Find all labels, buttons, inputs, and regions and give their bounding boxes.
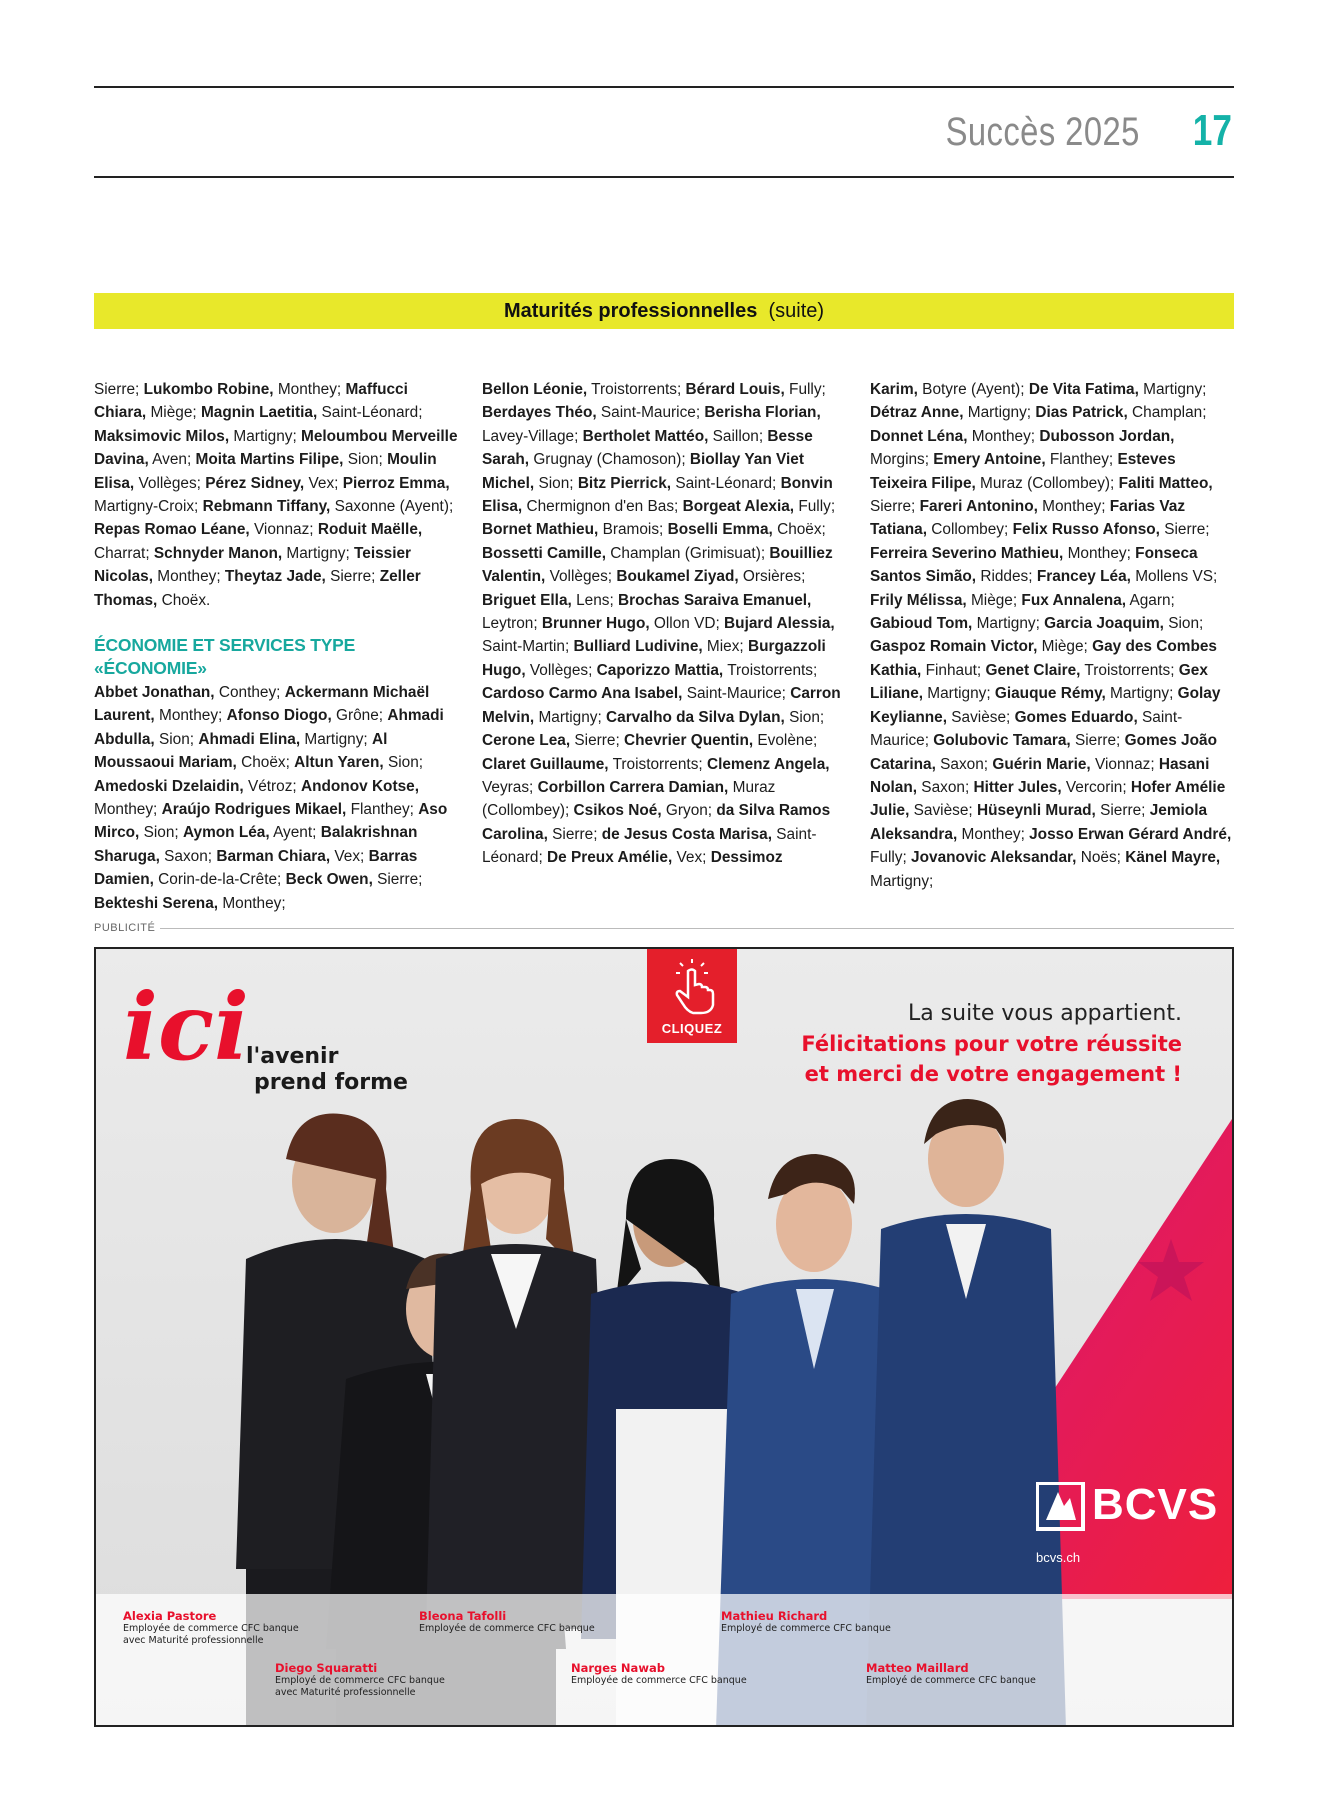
- graduate-name: Emery Antoine,: [933, 451, 1046, 469]
- graduate-locality: Champlan;: [1127, 404, 1207, 422]
- graduate-locality: Martigny;: [923, 685, 995, 703]
- graduate-name: Maffucci Chiara,: [94, 381, 408, 422]
- graduate-locality: Martigny;: [534, 708, 607, 726]
- graduate-locality: Monthey;: [1037, 498, 1110, 516]
- caption-bleona: [419, 1609, 595, 1635]
- graduate-name: Balakrishnan Sharuga,: [94, 824, 418, 865]
- graduate-name: Al Moussaoui Mariam,: [94, 730, 388, 772]
- graduate-locality: Martigny-Croix;: [94, 498, 203, 516]
- graduate-locality: Sierre;: [372, 871, 423, 889]
- graduate-locality: Sion;: [139, 824, 183, 842]
- graduate-locality: Savièse;: [946, 708, 1015, 726]
- graduate-name: Karim,: [870, 381, 918, 398]
- ad-tagline: [246, 1044, 408, 1096]
- graduate-name: Aymon Léa,: [182, 824, 270, 842]
- names-list: [94, 378, 459, 612]
- graduate-locality: Sion;: [1163, 615, 1204, 633]
- caption-name: Mathieu Richard: [721, 1609, 828, 1623]
- click-button[interactable]: [647, 949, 737, 1043]
- caption-role: Employée de commerce CFC banque: [571, 1675, 747, 1686]
- graduate-locality: Sion;: [343, 451, 388, 469]
- caption-mathieu: [721, 1609, 891, 1635]
- graduate-locality: Saint-Maurice;: [870, 708, 1183, 750]
- graduate-name: Cardoso Carmo Ana Isabel,: [482, 685, 683, 703]
- graduate-locality: Champlan (Grimisuat);: [606, 544, 770, 562]
- names-list: [482, 378, 847, 870]
- bcvs-logo[interactable]: [1036, 1480, 1219, 1565]
- graduate-name: Bellon Léonie,: [482, 381, 588, 398]
- graduate-locality: Miège;: [966, 591, 1022, 609]
- graduate-name: Esteves Teixeira Filipe,: [870, 451, 1176, 492]
- graduate-name: de Jesus Costa Marisa,: [601, 825, 772, 843]
- graduate-name: Zeller Thomas,: [94, 568, 421, 609]
- graduate-name: Barras Damien,: [94, 847, 418, 889]
- graduate-locality: Monthey;: [154, 707, 227, 725]
- graduate-locality: Troistorrents;: [608, 755, 707, 773]
- graduate-name: Araújo Rodrigues Mikael,: [161, 800, 347, 818]
- graduate-locality: Sierre;: [1070, 732, 1125, 750]
- bcvs-advertisement[interactable]: [94, 947, 1234, 1727]
- graduate-locality: Sierre;: [870, 498, 920, 516]
- graduate-locality: Sierre;: [1159, 521, 1210, 539]
- graduate-name: Dubosson Jordan,: [1039, 427, 1175, 445]
- graduate-locality: Sion;: [154, 730, 199, 748]
- graduate-name: Pérez Sidney,: [205, 474, 305, 492]
- caption-role: Employée de commerce CFC banque: [123, 1623, 299, 1634]
- graduate-name: Genet Claire,: [985, 661, 1081, 679]
- graduate-name: Bouilliez Valentin,: [482, 544, 833, 586]
- graduate-locality: Sierre;: [94, 381, 144, 398]
- graduate-locality: Vétroz;: [243, 777, 301, 795]
- graduate-name: Fonseca Santos Simão,: [870, 544, 1198, 586]
- graduate-name: Biollay Yan Viet Michel,: [482, 451, 804, 492]
- graduate-name: Teissier Nicolas,: [94, 544, 412, 586]
- caption-narges: [571, 1661, 747, 1687]
- caption-matteo: [866, 1661, 1036, 1687]
- graduate-locality: Monthey;: [94, 800, 162, 818]
- headline-line-3: et merci de votre engagement !: [804, 1062, 1182, 1086]
- graduate-locality: Vollèges;: [525, 661, 597, 679]
- graduate-name: Bujard Alessia,: [724, 615, 835, 633]
- graduate-name: Csikos Noé,: [573, 802, 662, 820]
- graduate-locality: Sion;: [784, 708, 825, 726]
- graduate-name: Caporizzo Mattia,: [596, 661, 724, 679]
- headline-line-2: Félicitations pour votre réussite: [801, 1032, 1182, 1056]
- graduate-name: Besse Sarah,: [482, 427, 813, 469]
- tagline-line-1: l'avenir: [246, 1044, 339, 1069]
- graduate-name: Claret Guillaume,: [482, 755, 609, 773]
- graduate-name: Abbet Jonathan,: [94, 683, 215, 701]
- graduate-name: Farias Vaz Tatiana,: [870, 498, 1186, 539]
- graduate-name: Ahmadi Abdulla,: [94, 707, 444, 748]
- graduate-locality: Miex;: [702, 638, 748, 656]
- graduate-name: Clemenz Angela,: [706, 755, 830, 773]
- graduate-name: Repas Romao Léane,: [94, 521, 250, 539]
- graduate-name: Bekteshi Serena,: [94, 894, 219, 912]
- bcvs-emblem-icon: [1036, 1482, 1086, 1532]
- graduate-name: Amedoski Dzelaidin,: [94, 777, 244, 795]
- graduate-locality: Monthey;: [957, 825, 1030, 843]
- graduate-name: Gabioud Tom,: [870, 615, 973, 633]
- graduate-locality: Collombey;: [927, 521, 1013, 539]
- graduate-name: Roduit Maëlle,: [317, 521, 423, 539]
- graduate-locality: Choëx;: [236, 754, 295, 772]
- graduate-locality: Vionnaz;: [1090, 755, 1159, 773]
- graduate-locality: Sierre;: [547, 825, 602, 843]
- graduate-name: Briguet Ella,: [482, 591, 572, 609]
- graduate-locality: Monthey;: [967, 427, 1040, 445]
- graduate-name: Gomes João Catarina,: [870, 732, 1217, 773]
- graduate-locality: Troistorrents;: [587, 381, 686, 398]
- graduate-locality: Gryon;: [661, 802, 717, 820]
- graduate-locality: Botyre (Ayent);: [917, 381, 1029, 398]
- graduate-name: Hüseynli Murad,: [976, 802, 1096, 820]
- graduate-name: Ferreira Severino Mathieu,: [870, 544, 1064, 562]
- graduate-name: Bérard Louis,: [685, 381, 785, 398]
- graduate-name: Magnin Laetitia,: [200, 404, 318, 422]
- graduate-locality: Saillon;: [708, 427, 768, 445]
- names-list: [870, 378, 1235, 893]
- graduate-locality: Evolène;: [753, 732, 818, 750]
- graduate-locality: Martigny;: [963, 404, 1036, 422]
- graduate-name: Jovanovic Aleksandar,: [911, 849, 1077, 867]
- graduate-name: Bertholet Mattéo,: [582, 427, 709, 445]
- graduate-name: Afonso Diogo,: [226, 707, 332, 725]
- graduate-name: Altun Yaren,: [294, 754, 384, 772]
- caption-name: Matteo Maillard: [866, 1661, 969, 1675]
- graduate-locality: Saxonne (Ayent);: [330, 498, 454, 516]
- graduate-locality: Monthey;: [218, 894, 286, 912]
- graduate-name: Brochas Saraiva Emanuel,: [618, 591, 812, 609]
- graduate-locality: Troistorrents;: [1080, 661, 1179, 679]
- graduate-name: Borgeat Alexia,: [682, 498, 795, 516]
- graduate-name: Bossetti Camille,: [482, 544, 607, 562]
- banner-suffix: (suite): [768, 300, 825, 322]
- graduate-locality: Leytron;: [482, 615, 542, 633]
- graduate-locality: Miège;: [146, 404, 201, 422]
- ici-logo: [118, 969, 248, 1084]
- graduate-locality: Vollèges;: [545, 568, 617, 586]
- caption-name: Diego Squaratti: [275, 1661, 378, 1675]
- bank-url[interactable]: bcvs.ch: [1036, 1550, 1081, 1565]
- caption-name: Bleona Tafolli: [419, 1609, 507, 1623]
- graduate-locality: Vionnaz;: [249, 521, 318, 539]
- banner-title: Maturités professionnelles: [503, 300, 758, 322]
- graduate-locality: Choëx.: [157, 591, 211, 609]
- graduate-locality: Saxon;: [935, 755, 993, 773]
- graduate-locality: Conthey;: [214, 683, 285, 701]
- graduate-locality: Chermignon d'en Bas;: [522, 498, 683, 516]
- graduate-locality: Monthey;: [273, 381, 346, 398]
- graduate-locality: Orsières;: [738, 568, 806, 586]
- graduate-locality: Martigny;: [282, 544, 354, 562]
- graduate-name: Francey Léa,: [1036, 568, 1131, 586]
- graduate-name: Jemiola Aleksandra,: [870, 802, 1208, 843]
- graduate-locality: Choëx;: [772, 521, 826, 539]
- graduate-locality: Corin-de-la-Crête;: [153, 871, 286, 889]
- graduate-name: Aso Mirco,: [94, 800, 448, 842]
- ad-headline: [801, 999, 1182, 1089]
- graduate-locality: Vex;: [672, 849, 711, 867]
- graduate-name: Boselli Emma,: [667, 521, 773, 539]
- graduate-locality: Bramois;: [598, 521, 668, 539]
- graduate-name: Bornet Mathieu,: [482, 521, 599, 539]
- graduate-name: Berisha Florian,: [704, 404, 821, 422]
- graduate-name: Meloumbou Merveille Davina,: [94, 427, 458, 469]
- graduate-locality: Vollèges;: [134, 474, 206, 492]
- advertisement-rule: [160, 928, 1234, 929]
- graduate-name: Dias Patrick,: [1035, 404, 1128, 422]
- graduate-name: Dessimoz: [710, 849, 783, 867]
- caption-role-extra: avec Maturité professionnelle: [123, 1635, 264, 1646]
- graduate-name: Boukamel Ziyad,: [616, 568, 739, 586]
- graduate-locality: Vex;: [330, 847, 369, 865]
- graduate-locality: Vercorin;: [1061, 778, 1131, 796]
- names-list: [94, 681, 459, 915]
- graduate-locality: Ollon VD;: [649, 615, 725, 633]
- graduate-name: Ahmadi Elina,: [198, 730, 301, 748]
- graduate-locality: Martigny;: [1138, 381, 1207, 398]
- graduate-locality: Muraz (Collombey);: [975, 474, 1119, 492]
- graduate-locality: Saint-Léonard;: [671, 474, 781, 492]
- graduate-name: Maksimovic Milos,: [94, 427, 230, 445]
- graduate-name: Chevrier Quentin,: [624, 732, 754, 750]
- graduate-name: Brunner Hugo,: [541, 615, 650, 633]
- graduate-name: Ackermann Michaël Laurent,: [94, 683, 430, 725]
- graduate-locality: Saint-Martin;: [482, 638, 574, 656]
- graduate-name: Bitz Pierrick,: [577, 474, 672, 492]
- graduate-locality: Finhaut;: [921, 661, 986, 679]
- graduate-name: Giauque Rémy,: [994, 685, 1106, 703]
- graduate-locality: Flanthey;: [1045, 451, 1118, 469]
- graduate-locality: Veyras;: [482, 778, 538, 796]
- graduate-locality: Saint-Maurice;: [682, 685, 791, 703]
- graduate-locality: Muraz (Collombey);: [482, 778, 776, 820]
- graduate-name: Barman Chiara,: [216, 847, 331, 865]
- graduate-name: Fareri Antonino,: [919, 498, 1038, 516]
- graduate-locality: Flanthey;: [346, 800, 419, 818]
- graduate-name: Moita Martins Filipe,: [195, 451, 344, 469]
- graduate-name: Theytaz Jade,: [224, 568, 326, 586]
- category-banner: [94, 293, 1234, 329]
- graduate-locality: Martigny;: [300, 730, 372, 748]
- section-heading: ÉCONOMIE ET SERVICES TYPE «ÉCONOMIE»: [94, 635, 356, 679]
- column-2: [482, 378, 847, 870]
- graduate-locality: Miège;: [1037, 638, 1093, 656]
- graduate-locality: Martigny;: [1105, 685, 1178, 703]
- graduate-locality: Sierre;: [325, 568, 380, 586]
- graduate-locality: Grugnay (Chamoson);: [529, 451, 690, 469]
- graduate-locality: Martigny;: [229, 427, 301, 445]
- column-3: [870, 378, 1235, 893]
- graduate-locality: Saxon;: [917, 778, 974, 796]
- graduate-name: Faliti Matteo,: [1118, 474, 1213, 492]
- caption-role: Employé de commerce CFC banque: [275, 1675, 445, 1686]
- graduate-locality: Martigny;: [870, 872, 934, 890]
- caption-role: Employée de commerce CFC banque: [419, 1623, 595, 1634]
- graduate-name: Gomes Eduardo,: [1014, 708, 1138, 726]
- graduate-name: Guérin Marie,: [992, 755, 1091, 773]
- caption-name: Narges Nawab: [571, 1661, 665, 1675]
- graduate-locality: Lens;: [571, 591, 618, 609]
- graduate-locality: Sion;: [534, 474, 578, 492]
- graduate-name: Frily Mélissa,: [870, 591, 967, 609]
- graduate-name: Cerone Lea,: [482, 732, 571, 750]
- graduate-name: De Vita Fatima,: [1028, 381, 1139, 398]
- graduate-name: Hofer Amélie Julie,: [870, 778, 1226, 820]
- graduate-name: Corbillon Carrera Damian,: [537, 778, 729, 796]
- graduate-locality: Saint-Maurice;: [596, 404, 705, 422]
- graduate-locality: Riddes;: [976, 568, 1037, 586]
- ici-logo-text: ici: [123, 973, 248, 1079]
- pointer-hand-icon: [647, 949, 737, 1019]
- graduate-name: De Preux Amélie,: [547, 849, 673, 867]
- graduate-name: Schnyder Manon,: [153, 544, 283, 562]
- caption-alexia: [123, 1609, 299, 1647]
- caption-role: Employé de commerce CFC banque: [721, 1623, 891, 1634]
- graduate-locality: Lavey-Village;: [482, 427, 583, 445]
- graduate-locality: Martigny;: [972, 615, 1045, 633]
- graduate-locality: Aven;: [148, 451, 196, 469]
- graduate-name: Beck Owen,: [285, 871, 373, 889]
- graduate-name: Gaspoz Romain Victor,: [870, 638, 1038, 656]
- graduate-locality: Saint-Léonard;: [317, 404, 423, 422]
- graduate-locality: Saxon;: [159, 847, 217, 865]
- graduate-locality: Monthey;: [1063, 544, 1136, 562]
- graduate-locality: Noës;: [1076, 849, 1126, 867]
- graduate-name: Känel Mayre,: [1125, 849, 1221, 867]
- graduate-name: Gay des Combes Kathia,: [870, 638, 1217, 679]
- graduate-name: Pierroz Emma,: [342, 474, 450, 492]
- graduate-locality: Sion;: [383, 754, 424, 772]
- graduate-name: Golay Keylianne,: [870, 685, 1221, 726]
- graduate-locality: Agarn;: [1126, 591, 1175, 609]
- graduate-locality: Saint-Léonard;: [482, 825, 817, 867]
- graduate-name: Andonov Kotse,: [300, 777, 419, 795]
- graduate-name: Garcia Joaquim,: [1044, 615, 1164, 633]
- section-title: Succès 2025: [945, 110, 1140, 154]
- graduate-name: Moulin Elisa,: [94, 451, 437, 492]
- graduate-locality: Grône;: [331, 707, 388, 725]
- bank-name: BCVS: [1092, 1480, 1219, 1529]
- graduate-locality: Ayent;: [269, 824, 321, 842]
- top-rule: [94, 86, 1234, 88]
- graduate-locality: Troistorrents;: [723, 661, 818, 679]
- caption-role-extra: avec Maturité professionnelle: [275, 1687, 416, 1698]
- tagline-line-2: prend forme: [254, 1070, 408, 1095]
- graduate-name: da Silva Ramos Carolina,: [482, 802, 831, 843]
- graduate-locality: Sierre;: [570, 732, 624, 750]
- graduate-locality: Fully;: [794, 498, 836, 516]
- graduate-name: Felix Russo Afonso,: [1012, 521, 1160, 539]
- graduate-name: Détraz Anne,: [870, 404, 964, 422]
- graduate-name: Berdayes Théo,: [482, 404, 597, 422]
- graduate-name: Lukombo Robine,: [143, 381, 274, 398]
- graduate-name: Hitter Jules,: [973, 778, 1062, 796]
- graduate-name: Carron Melvin,: [482, 685, 841, 726]
- graduate-name: Fux Annalena,: [1021, 591, 1127, 609]
- graduate-name: Gex Liliane,: [870, 661, 1208, 703]
- graduate-name: Bonvin Elisa,: [482, 474, 833, 516]
- advertisement-label: PUBLICITÉ: [94, 922, 156, 934]
- graduate-name: Rebmann Tiffany,: [202, 498, 331, 516]
- graduate-name: Burgazzoli Hugo,: [482, 638, 826, 679]
- graduate-locality: Fully;: [784, 381, 826, 398]
- click-label: CLIQUEZ: [661, 1021, 723, 1036]
- graduate-locality: Morgins;: [870, 451, 934, 469]
- caption-name: Alexia Pastore: [123, 1609, 217, 1623]
- column-1: [94, 378, 459, 915]
- headline-line-1: La suite vous appartient.: [907, 1001, 1182, 1026]
- person-bleona: [426, 1119, 611, 1629]
- header-bottom-rule: [94, 176, 1234, 178]
- graduate-name: Bulliard Ludivine,: [573, 638, 703, 656]
- graduate-name: Carvalho da Silva Dylan,: [606, 708, 785, 726]
- caption-role: Employé de commerce CFC banque: [866, 1675, 1036, 1686]
- graduate-locality: Mollens VS;: [1130, 568, 1218, 586]
- graduate-locality: Sierre;: [1095, 802, 1150, 820]
- graduate-locality: Fully;: [870, 849, 912, 867]
- page-number: 17: [1192, 106, 1232, 155]
- graduate-name: Donnet Léna,: [870, 427, 968, 445]
- graduate-name: Josso Erwan Gérard André,: [1029, 825, 1232, 843]
- graduate-locality: Savièse;: [909, 802, 977, 820]
- graduate-name: Hasani Nolan,: [870, 755, 1210, 796]
- graduate-locality: Vex;: [304, 474, 343, 492]
- graduate-locality: Charrat;: [94, 544, 154, 562]
- graduate-name: Golubovic Tamara,: [933, 732, 1071, 750]
- graduate-locality: Monthey;: [153, 568, 225, 586]
- caption-diego: [275, 1661, 445, 1699]
